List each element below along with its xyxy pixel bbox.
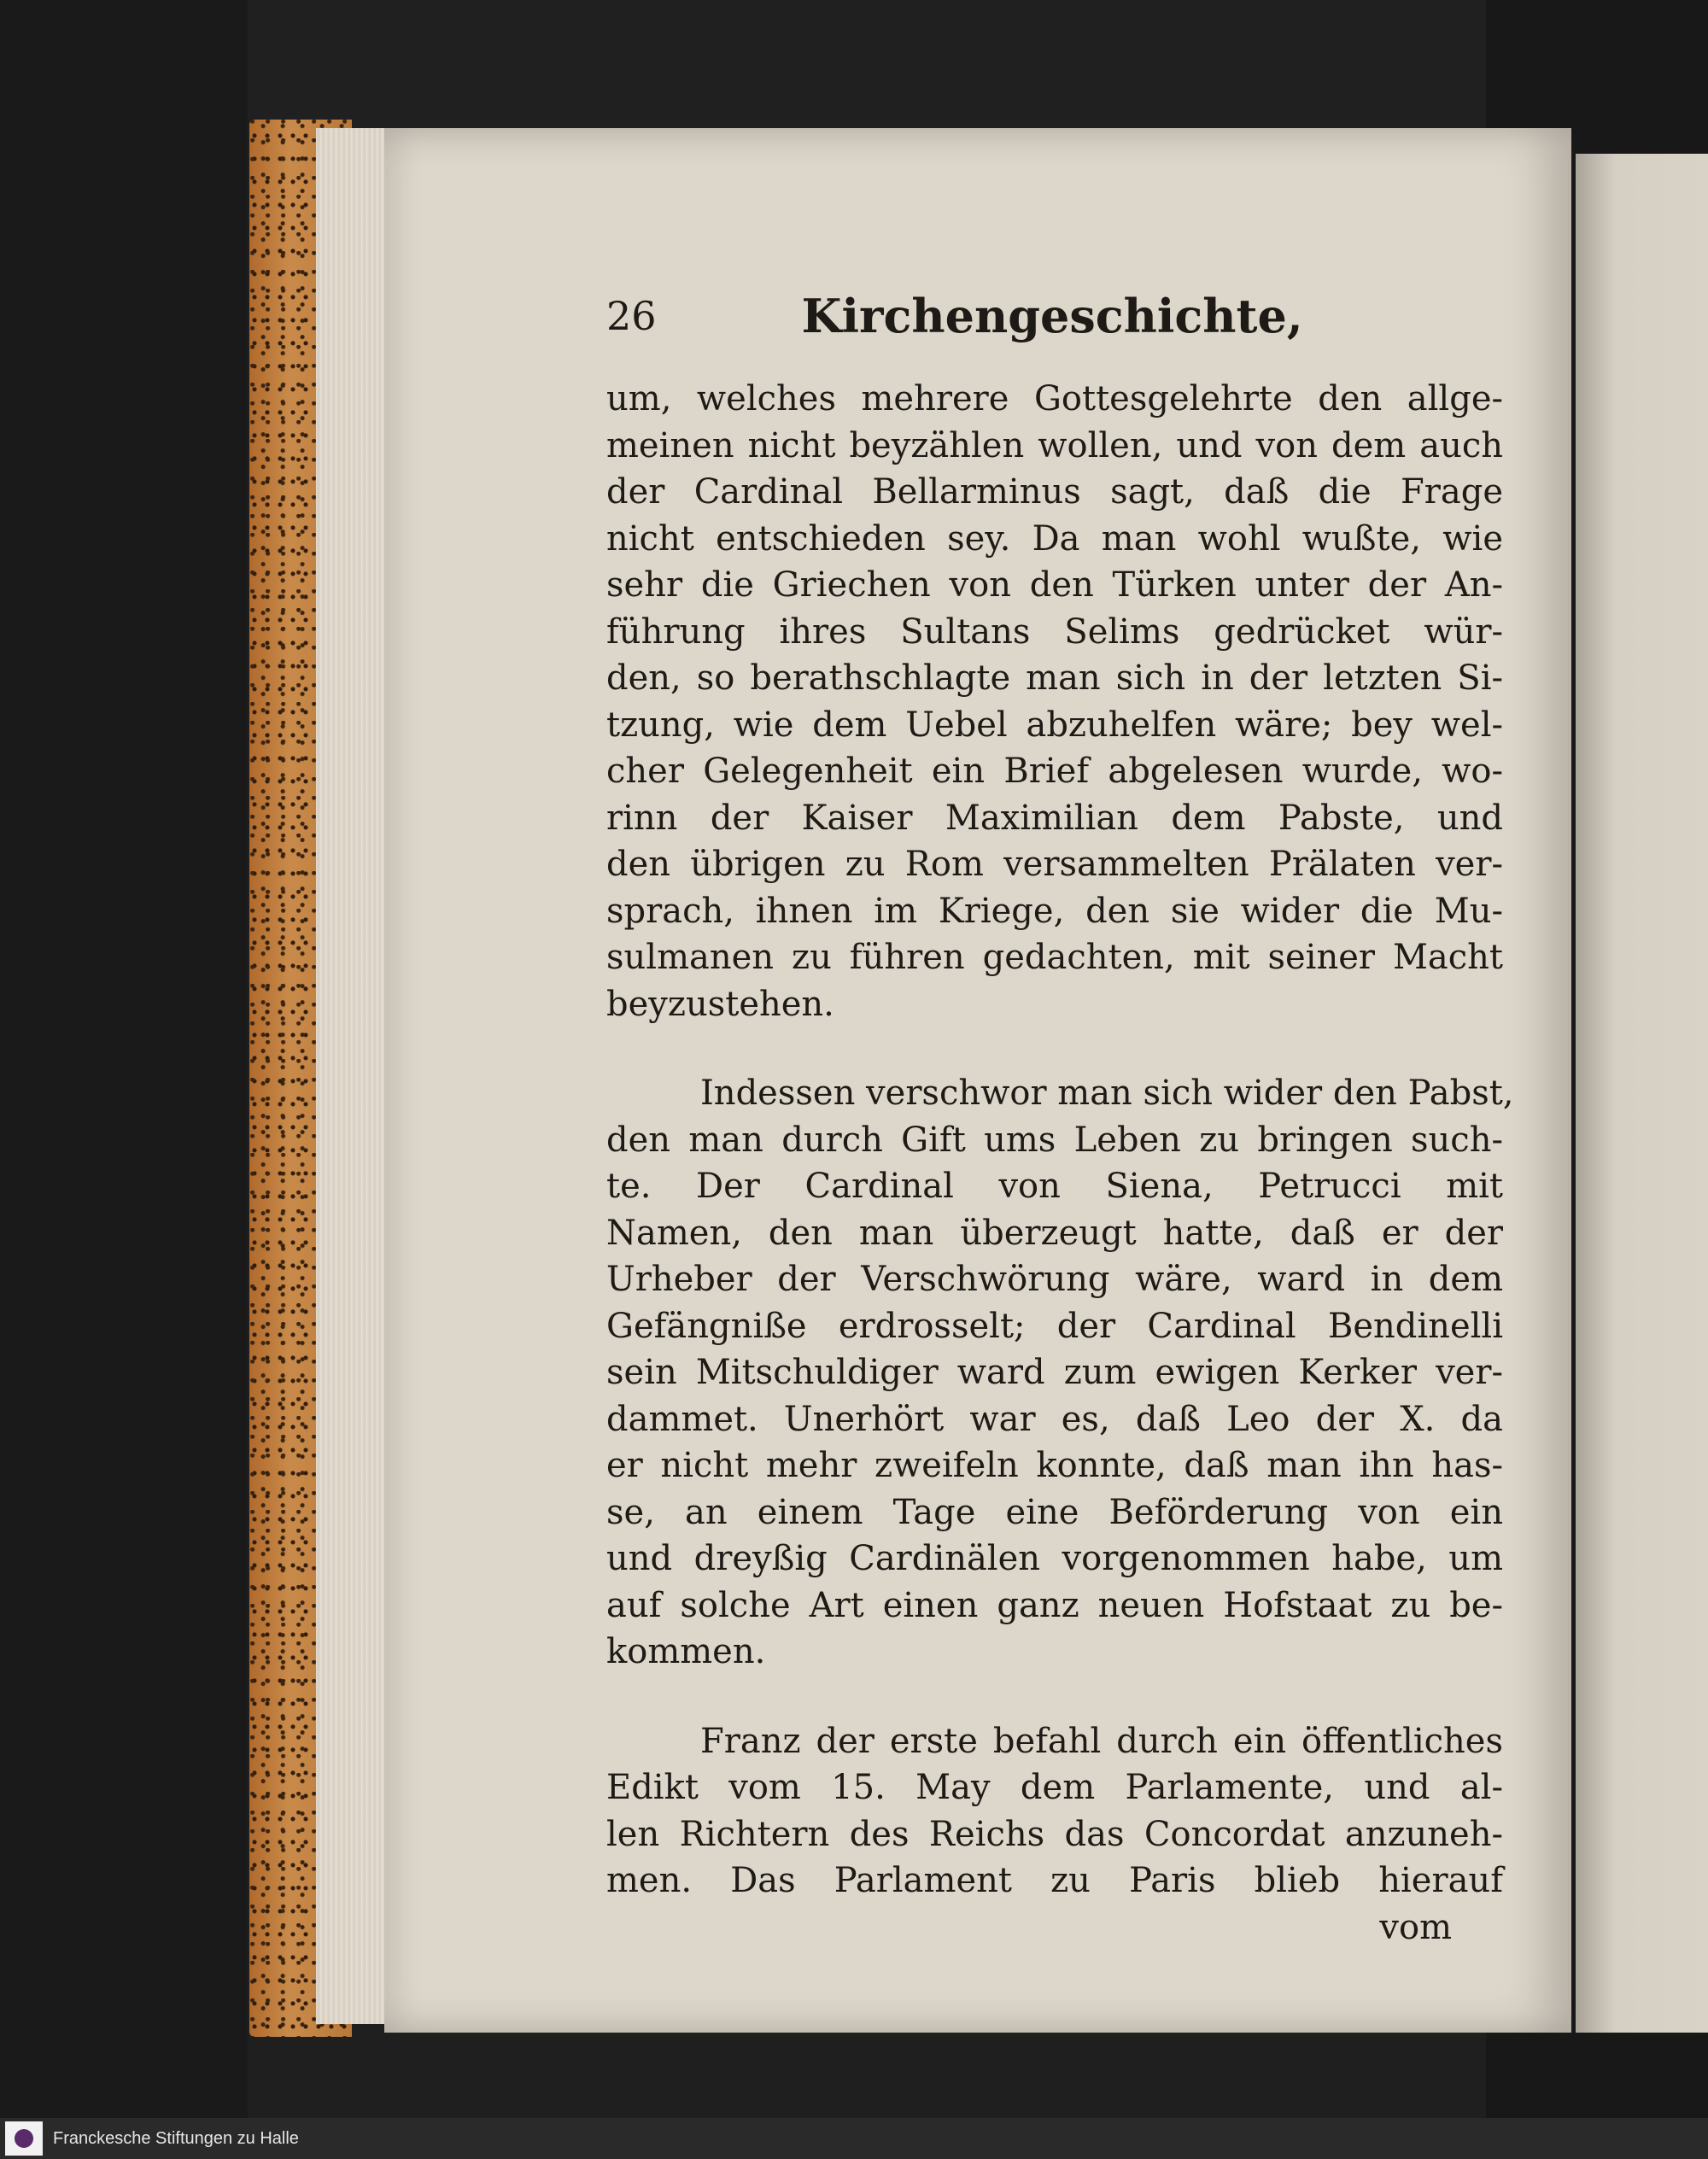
text-line: kommen. <box>606 1632 766 1671</box>
text-line: len Richtern des Reichs das Concordat anzuneh- <box>606 1814 1503 1854</box>
viewer-footer <box>0 2118 1708 2159</box>
text-line: beyzustehen. <box>606 984 834 1024</box>
catchword: vom <box>1379 1907 1452 1947</box>
text-line: nicht entschieden sey. Da man wohl wußte, wie <box>606 518 1503 559</box>
text-line: tzung, wie dem Uebel abzuhelfen wäre; bey wel- <box>606 705 1503 745</box>
text-line: Edikt vom 15. May dem Parlamente, und al- <box>606 1768 1503 1807</box>
text-line: den übrigen zu Rom versammelten Prälaten ver- <box>606 845 1503 884</box>
text-line: Urheber der Verschwörung wäre, ward in dem <box>606 1260 1503 1299</box>
text-line: den, so berathschlagte man sich in der letzten Si- <box>606 658 1503 698</box>
running-title: Kirchengeschichte, <box>801 289 1303 343</box>
paragraph <box>606 1070 1514 1676</box>
logo-mark <box>15 2129 33 2148</box>
page-stack-edge <box>316 128 393 2024</box>
institution-logo-icon[interactable] <box>5 2121 43 2156</box>
text-line: se, an einem Tage eine Beförderung von ein <box>606 1492 1503 1532</box>
page-body <box>606 376 1514 1951</box>
text-line: Franz der erste befahl durch ein öffentliches <box>700 1721 1503 1761</box>
text-line: sprach, ihnen im Kriege, den sie wider die Mu- <box>606 891 1503 931</box>
text-line: sein Mitschuldiger ward zum ewigen Kerker ver- <box>606 1353 1503 1392</box>
text-line: Indessen verschwor man sich wider den Pabst, <box>700 1074 1514 1113</box>
text-line: cher Gelegenheit ein Brief abgelesen wurde, wo- <box>606 752 1503 791</box>
text-line: rinn der Kaiser Maximilian dem Pabste, und <box>606 798 1503 838</box>
paragraph <box>606 1718 1503 1904</box>
text-line: Namen, den man überzeugt hatte, daß er der <box>606 1213 1503 1253</box>
text-line: führung ihres Sultans Selims gedrücket wür- <box>606 611 1503 652</box>
paragraph-gap <box>606 1027 1503 1070</box>
paragraph-gap <box>606 1676 1503 1718</box>
text-line: sehr die Griechen von den Türken unter der An- <box>606 565 1503 605</box>
text-line: dammet. Unerhört war es, daß Leo der X. da <box>606 1399 1503 1439</box>
text-line: und dreyßig Cardinälen vorgenommen habe, um <box>606 1539 1503 1578</box>
text-line: um, welches mehrere Gottesgelehrte den allge- <box>606 379 1503 418</box>
text-line: men. Das Parlament zu Paris blieb hierauf <box>606 1861 1503 1900</box>
paragraph <box>606 376 1503 1027</box>
text-line: meinen nicht beyzählen wollen, und von dem auch <box>606 425 1503 465</box>
page-number: 26 <box>606 293 657 339</box>
text-line: sulmanen zu führen gedachten, mit seiner Macht <box>606 938 1503 977</box>
text-line: der Cardinal Bellarminus sagt, daß die Frage <box>606 472 1503 512</box>
running-head <box>606 286 1303 346</box>
text-line: Gefängniße erdrosselt; der Cardinal Bendinelli <box>606 1306 1503 1346</box>
scan-background-left <box>0 0 248 2118</box>
text-line: te. Der Cardinal von Siena, Petrucci mit <box>606 1167 1503 1206</box>
facing-page-edge <box>1576 154 1708 2033</box>
text-line: auf solche Art einen ganz neuen Hofstaat zu be- <box>606 1585 1503 1625</box>
text-line: er nicht mehr zweifeln konnte, daß man ihn has- <box>606 1446 1503 1485</box>
footer-credit: Franckesche Stiftungen zu Halle <box>53 2128 299 2148</box>
text-line: den man durch Gift ums Leben zu bringen such- <box>606 1120 1503 1160</box>
